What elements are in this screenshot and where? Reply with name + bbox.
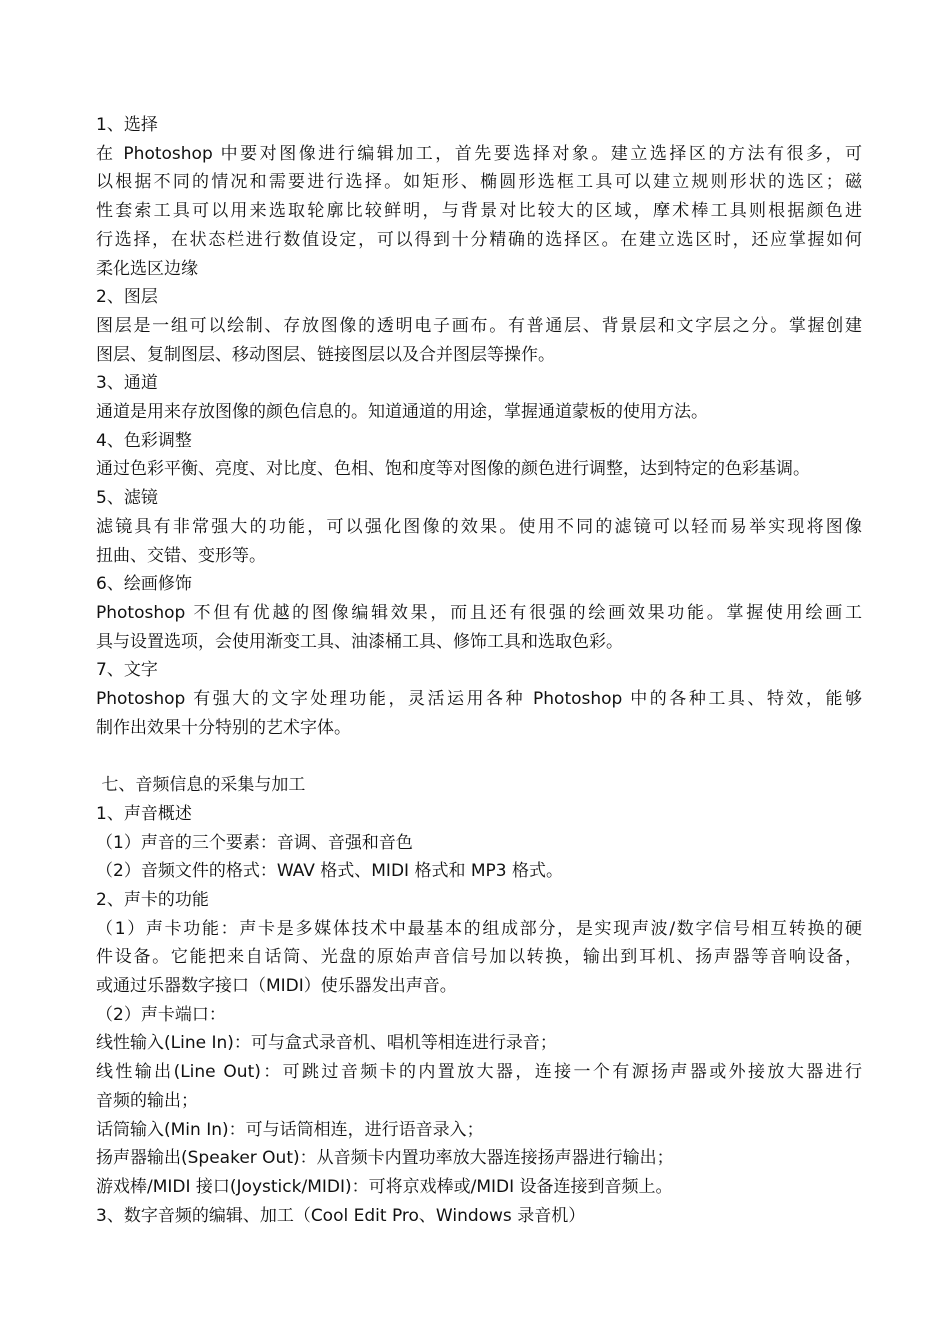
section-heading-audio: 七、音频信息的采集与加工	[96, 775, 306, 796]
paragraph-line: 图层是一组可以绘制、存放图像的透明电子画布。有普通层、背景层和文字层之分。掌握创建	[96, 315, 862, 336]
paragraph-line: 性套索工具可以用来选取轮廓比较鲜明，与背景对比较大的区域，摩术棒工具则根据颜色进	[96, 201, 862, 222]
paragraph-line: 音频的输出；	[96, 1090, 198, 1111]
list-item: （2）声卡端口：	[96, 1004, 226, 1025]
paragraph-line: 通道是用来存放图像的颜色信息的。知道通道的用途，掌握通道蒙板的使用方法。	[96, 402, 708, 423]
port-mic-in: 话筒输入(Min In)：可与话筒相连，进行语音录入；	[96, 1119, 484, 1140]
paragraph-line: 行选择，在状态栏进行数值设定，可以得到十分精确的选择区。在建立选区时，还应掌握如何	[96, 229, 862, 250]
heading-painting: 6、绘画修饰	[96, 574, 192, 595]
heading-audio-editing: 3、数字音频的编辑、加工（Cool Edit Pro、Windows 录音机）	[96, 1205, 586, 1226]
heading-color-adjustment: 4、色彩调整	[96, 430, 192, 451]
heading-channels: 3、通道	[96, 373, 158, 394]
paragraph-line: 滤镜具有非常强大的功能，可以强化图像的效果。使用不同的滤镜可以轻而易举实现将图像	[96, 516, 862, 537]
paragraph-line: 柔化选区边缘	[96, 258, 198, 279]
paragraph-line: Photoshop 有强大的文字处理功能，灵活运用各种 Photoshop 中的各种工具、特效，能够	[96, 689, 862, 710]
paragraph-line: 扭曲、交错、变形等。	[96, 545, 266, 566]
port-line-in: 线性输入(Line In)：可与盒式录音机、唱机等相连进行录音；	[96, 1033, 557, 1054]
port-joystick-midi: 游戏棒/MIDI 接口(Joystick/MIDI)：可将京戏棒或/MIDI 设备连接到音频上。	[96, 1177, 673, 1197]
heading-sound-overview: 1、声音概述	[96, 803, 192, 824]
paragraph-line: 制作出效果十分特别的艺术字体。	[96, 717, 351, 738]
heading-layers: 2、图层	[96, 287, 158, 308]
paragraph-line: 在 Photoshop 中要对图像进行编辑加工，首先要选择对象。建立选择区的方法有很多，可	[96, 143, 862, 164]
heading-sound-card: 2、声卡的功能	[96, 889, 209, 910]
document-page	[96, 111, 862, 1230]
paragraph-line: 具与设置选项，会使用渐变工具、油漆桶工具、修饰工具和选取色彩。	[96, 631, 623, 652]
list-item: （2）音频文件的格式：WAV 格式、MIDI 格式和 MP3 格式。	[96, 861, 564, 882]
blank-line	[96, 742, 862, 771]
paragraph-line: 以根据不同的情况和需要进行选择。如矩形、椭圆形选框工具可以建立规则形状的选区；磁	[96, 172, 862, 193]
port-speaker-out: 扬声器输出(Speaker Out)：从音频卡内置功率放大器连接扬声器进行输出；	[96, 1148, 674, 1169]
heading-selection: 1、选择	[96, 115, 158, 135]
heading-filters: 5、滤镜	[96, 488, 158, 509]
list-item: （1）声音的三个要素：音调、音强和音色	[96, 832, 413, 853]
port-line-out: 线性输出(Line Out)：可跳过音频卡的内置放大器，连接一个有源扬声器或外接放大器进行	[96, 1062, 862, 1083]
paragraph-line: 件设备。它能把来自话筒、光盘的原始声音信号加以转换，输出到耳机、扬声器等音响设备，	[96, 947, 862, 968]
heading-text: 7、文字	[96, 660, 158, 681]
paragraph-line: 或通过乐器数字接口（MIDI）使乐器发出声音。	[96, 976, 457, 997]
paragraph-line: Photoshop 不但有优越的图像编辑效果，而且还有很强的绘画效果功能。掌握使用绘画工	[96, 602, 862, 623]
paragraph-line: 图层、复制图层、移动图层、链接图层以及合并图层等操作。	[96, 344, 555, 365]
paragraph-line: （1）声卡功能：声卡是多媒体技术中最基本的组成部分，是实现声波/数字信号相互转换的硬	[96, 918, 862, 939]
paragraph-line: 通过色彩平衡、亮度、对比度、色相、饱和度等对图像的颜色进行调整，达到特定的色彩基调。	[96, 459, 810, 480]
